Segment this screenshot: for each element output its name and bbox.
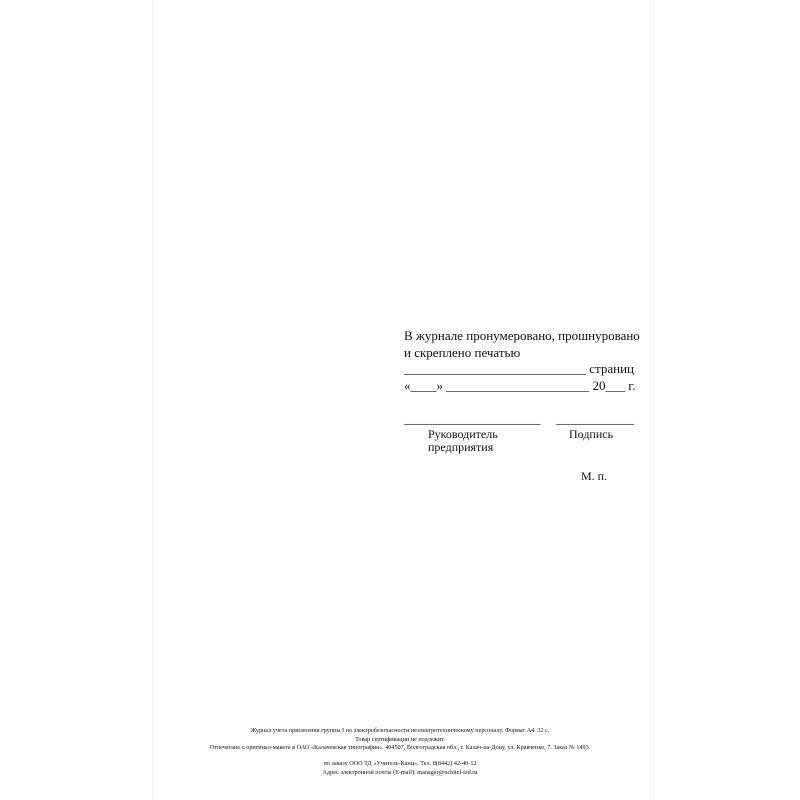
document-page	[152, 0, 654, 800]
footer-line-1: Журнал учета присвоения группы I по электробезопасности неэлектротехническому персоналу. Формат А4. 32 с.	[250, 727, 550, 734]
date-month-blank: ______________________	[446, 378, 590, 393]
cert-line-1: В журнале пронумеровано, прошнуровано	[404, 328, 640, 343]
footer-line-3: Отпечатано с оригинал-макета в ОАО «Калачевская типография». 404507, Волгоградская обл., г. Калач-на-Дону, ул. Кравченко, 7. Заказ № 1493.	[209, 744, 591, 751]
pages-word: страниц	[589, 361, 635, 376]
date-close-quote: »	[436, 378, 443, 393]
date-day-blank: ____	[410, 378, 437, 393]
pages-count-row	[404, 361, 634, 377]
year-suffix: г.	[628, 378, 636, 393]
footer-line-2: Товар сертификации не подлежит.	[355, 736, 445, 743]
year-blank: ___	[605, 378, 625, 393]
head-label-line-2: предприятия	[428, 440, 494, 454]
cert-line-2: и скреплено печатью	[404, 345, 521, 360]
year-prefix: 20	[592, 378, 606, 393]
stamp-label: М. п.	[581, 469, 608, 483]
head-label-line-1: Руководитель	[428, 427, 498, 441]
date-open-quote: «	[404, 378, 411, 393]
pages-count-blank: ____________________________	[404, 361, 586, 376]
footer-line-4: по заказу ООО ТД «Учитель-Канц». Тел. 8(8442) 42-40-12	[323, 760, 477, 767]
footer-line-5: Адрес электронной почты (E-mail): manager@uchitel-izd.ru	[322, 769, 478, 776]
signature-label: Подпись	[569, 427, 614, 441]
signature-blank: ____________	[556, 411, 634, 426]
head-signature-blank: _____________________	[404, 411, 541, 426]
date-row	[404, 378, 635, 394]
